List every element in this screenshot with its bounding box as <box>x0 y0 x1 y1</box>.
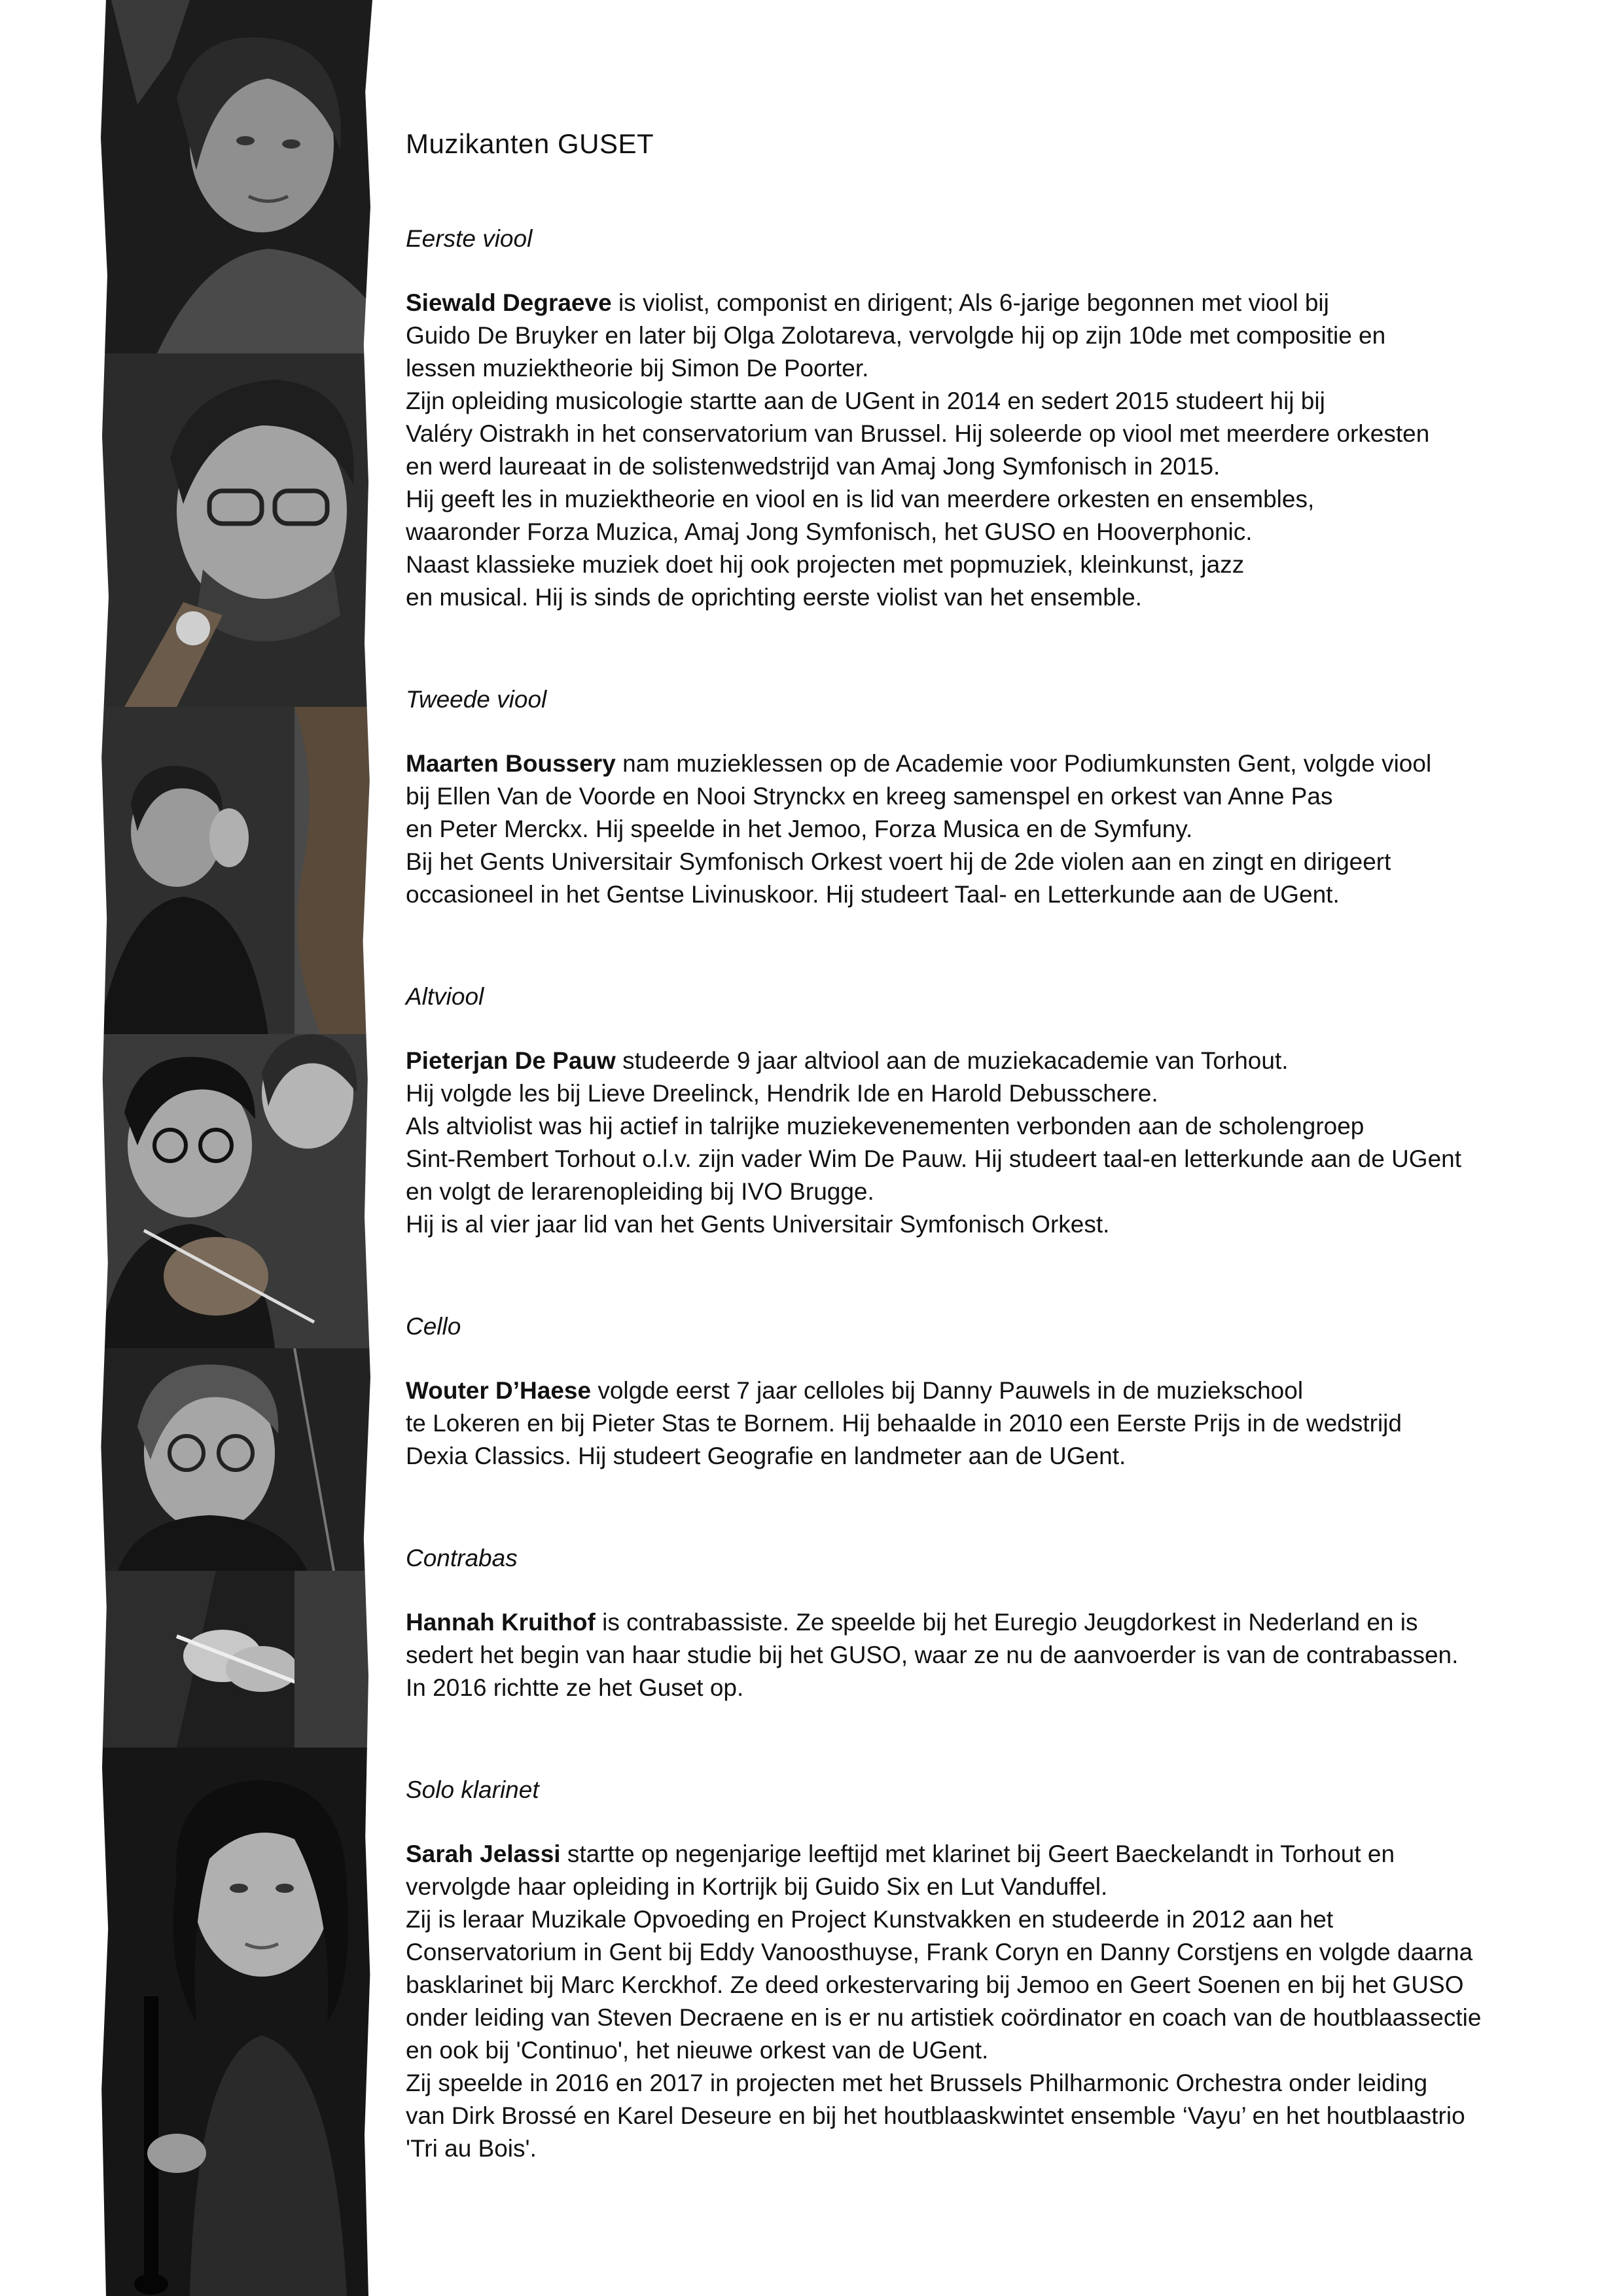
section-second-violin <box>406 686 1577 911</box>
musician-name: Pieterjan De Pauw <box>406 1047 616 1074</box>
page-title: Muzikanten GUSET <box>406 128 654 159</box>
section-label: Tweede viool <box>406 686 547 713</box>
musician-name: Sarah Jelassi <box>406 1840 561 1867</box>
musician-name: Wouter D’Haese <box>406 1377 592 1404</box>
section-first-violin <box>406 225 1577 614</box>
portrait-clarinet <box>98 1748 373 2296</box>
musician-name: Maarten Boussery <box>406 750 616 777</box>
bio-paragraph: Maarten Boussery nam muzieklessen op de Academie voor Podiumkunsten Gent, volgde viool bij Ellen Van de Voorde en Nooi Strynckx en kreeg samenspel en orkest van Anne Pas en Peter Merckx. Hij speelde in het Jemoo, Forza Musica en de Symfuny. Bij het Gents Universitair Symfonisch Orkest voert hij de 2de violen aan en zingt en dirigeert occasioneel in het Gentse Livinuskoor. Hij studeert Taal- en Letterkunde aan de UGent. <box>406 750 1432 908</box>
content-column <box>406 128 1577 2237</box>
portrait-double-bass <box>98 1571 373 1748</box>
photo-strip <box>98 0 373 2296</box>
section-solo-clarinet <box>406 1776 1577 2165</box>
portrait-viola <box>98 1034 373 1348</box>
section-label: Cello <box>406 1313 461 1340</box>
bio-paragraph: Wouter D’Haese volgde eerst 7 jaar celloles bij Danny Pauwels in de muziekschool te Lokeren en bij Pieter Stas te Bornem. Hij behaalde in 2010 een Eerste Prijs in de wedstrijd Dexia Classics. Hij studeert Geografie en landmeter aan de UGent. <box>406 1377 1402 1469</box>
bio-paragraph: Pieterjan De Pauw studeerde 9 jaar altviool aan de muziekacademie van Torhout. Hij volgde les bij Lieve Dreelinck, Hendrik Ide en Harold Debusschere. Als altviolist was hij actief in talrijke muziekevenementen verbonden aan de scholengroep Sint-Rembert Torhout o.l.v. zijn vader Wim De Pauw. Hij studeert taal-en letterkunde aan de UGent en volgt de lerarenopleiding bij IVO Brugge. Hij is al vier jaar lid van het Gents Universitair Symfonisch Orkest. <box>406 1047 1462 1238</box>
section-cello <box>406 1313 1577 1473</box>
portrait-first-violin <box>98 353 373 707</box>
portrait-cello <box>98 1348 373 1571</box>
bio-paragraph: Siewald Degraeve is violist, componist en dirigent; Als 6-jarige begonnen met viool bij Guido De Bruyker en later bij Olga Zolotareva, vervolgde hij op zijn 10de met compositie en lessen muziektheorie bij Simon De Poorter. Zijn opleiding musicologie startte aan de UGent in 2014 en sedert 2015 studeert hij bij Valéry Oistrakh in het conservatorium van Brussel. Hij soleerde op viool met meerdere orkesten en werd laureaat in de solistenwedstrijd van Amaj Jong Symfonisch in 2015. Hij geeft les in muziektheorie en viool en is lid van meerdere orkesten en ensembles, waaronder Forza Muzica, Amaj Jong Symfonisch, het GUSO en Hooverphonic. Naast klassieke muziek doet hij ook projecten met popmuziek, kleinkunst, jazz en musical. Hij is sinds de oprichting eerste violist van het ensemble. <box>406 289 1430 611</box>
bio-paragraph: Sarah Jelassi startte op negenjarige leeftijd met klarinet bij Geert Baeckelandt in Torhout en vervolgde haar opleiding in Kortrijk bij Guido Six en Lut Vanduffel. Zij is leraar Muzikale Opvoeding en Project Kunstvakken en studeerde in 2012 aan het Conservatorium in Gent bij Eddy Vanoosthuyse, Frank Coryn en Danny Corstjens en volgde daarna basklarinet bij Marc Kerckhof. Ze deed orkestervaring bij Jemoo en Geert Soenen en bij het GUSO onder leiding van Steven Decraene en is er nu artistiek coördinator en coach van de houtblaassectie en ook bij 'Continuo', het nieuwe orkest van de UGent. Zij speelde in 2016 en 2017 in projecten met het Brussels Philharmonic Orchestra onder leiding van Dirk Brossé en Karel Deseure en bij het houtblaaskwintet ensemble ‘Vayu’ en het houtblaastrio 'Tri au Bois'. <box>406 1840 1482 2162</box>
portrait-second-violin <box>98 707 373 1034</box>
musician-name: Siewald Degraeve <box>406 289 612 316</box>
section-double-bass <box>406 1545 1577 1704</box>
section-label: Eerste viool <box>406 225 533 252</box>
portrait-first-violin-woman <box>98 0 373 353</box>
bio-paragraph: Hannah Kruithof is contrabassiste. Ze speelde bij het Euregio Jeugdorkest in Nederland en is sedert het begin van haar studie bij het GUSO, waar ze nu de aanvoerder is van de contrabassen. In 2016 richtte ze het Guset op. <box>406 1609 1459 1701</box>
section-label: Contrabas <box>406 1545 518 1571</box>
musician-name: Hannah Kruithof <box>406 1609 596 1636</box>
section-viola <box>406 983 1577 1241</box>
section-label: Solo klarinet <box>406 1776 539 1803</box>
section-label: Altviool <box>406 983 484 1010</box>
